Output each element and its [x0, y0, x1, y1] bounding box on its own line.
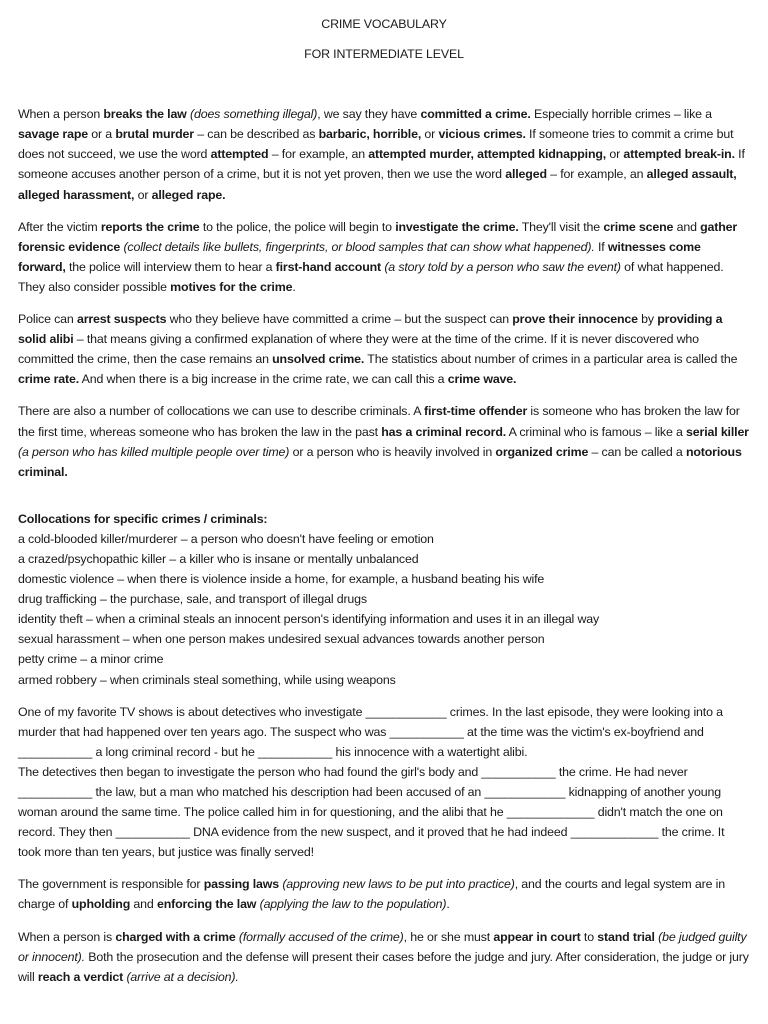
- text-run: to the police, the police will begin to: [199, 219, 396, 234]
- intro-paragraph: [18, 104, 750, 204]
- text-run: and: [130, 897, 157, 912]
- text-run: – that means giving a confirmed explanation of where they were at the time of the crime. If it is never discovered who committed the crime, then the case remains an: [18, 332, 699, 367]
- bold-term: attempted: [210, 147, 269, 162]
- bold-term: notorious criminal.: [18, 444, 742, 479]
- text-run: , and the courts and legal system are in charge of: [18, 877, 725, 912]
- text-run: When a person: [18, 107, 104, 122]
- bold-term: providing a solid alibi: [18, 312, 723, 347]
- list-item: identity theft – when a criminal steals an innocent person's identifying information and uses it in an illegal way: [18, 612, 600, 627]
- criminals-paragraph: [18, 401, 750, 481]
- bold-term: vicious crimes.: [438, 127, 526, 142]
- bold-term: attempted break-in.: [623, 147, 735, 162]
- italic-definition: (does something illegal): [189, 107, 318, 122]
- list-item: domestic violence – when there is violence inside a home, for example, a husband beating his wife: [18, 572, 545, 587]
- text-run: is someone who has broken the law for the first time, whereas someone who has broken the law in the past: [18, 404, 740, 439]
- bold-term: brutal murder: [115, 127, 194, 142]
- italic-definition: (be judged guilty or innocent).: [18, 929, 747, 964]
- bold-term: first-time offender: [423, 404, 528, 419]
- bold-term: organized crime: [495, 444, 589, 459]
- text-run: who they believe have committed a crime – but the suspect can: [166, 312, 513, 327]
- bold-term: arrest suspects: [76, 312, 167, 327]
- collocations-list: [18, 529, 750, 690]
- text-run: After the victim: [18, 219, 101, 234]
- italic-definition: (arrive at a decision).: [126, 969, 239, 984]
- list-item: drug trafficking – the purchase, sale, and transport of illegal drugs: [18, 592, 367, 607]
- bold-term: serial killer: [686, 424, 749, 439]
- bold-term: alleged rape.: [151, 187, 226, 202]
- document-subtitle: FOR INTERMEDIATE LEVEL: [304, 47, 464, 62]
- bold-term: barbaric, horrible,: [318, 127, 422, 142]
- investigation-paragraph: [18, 217, 750, 297]
- text-run: – can be called a: [588, 444, 686, 459]
- text-run: Police can: [18, 312, 77, 327]
- bold-term: charged with a crime: [115, 929, 236, 944]
- text-run: A criminal who is famous – like a: [506, 424, 687, 439]
- text-run: .: [292, 279, 296, 294]
- text-run: .: [446, 897, 450, 912]
- text-run: or a person who is heavily involved in: [289, 444, 496, 459]
- list-item: petty crime – a minor crime: [18, 652, 164, 667]
- italic-definition: (collect details like bullets, fingerprints, or blood samples that can show what happened).: [123, 239, 595, 254]
- bold-term: gather forensic evidence: [18, 219, 738, 254]
- bold-term: attempted murder, attempted kidnapping,: [368, 147, 607, 162]
- text-run: Both the prosecution and the defense will present their cases before the judge and jury. After consideration, the judge or jury will: [18, 949, 749, 984]
- text-run: and: [673, 219, 701, 234]
- text-run: Especially horrible crimes – like a: [530, 107, 712, 122]
- text-run: by: [637, 312, 658, 327]
- list-item: a cold-blooded killer/murderer – a person who doesn't have feeling or emotion: [18, 531, 434, 546]
- text-run: They'll visit the: [518, 219, 604, 234]
- text-run: to: [580, 929, 598, 944]
- bold-term: appear in court: [493, 929, 581, 944]
- text-run: , we say they have: [317, 107, 421, 122]
- bold-term: savage rape: [18, 127, 88, 142]
- list-item: sexual harassment – when one person makes undesired sexual advances towards another person: [18, 632, 545, 647]
- bold-term: reach a verdict: [37, 969, 124, 984]
- document-page: [18, 14, 750, 999]
- text-run: , he or she must: [403, 929, 494, 944]
- italic-definition: (a story told by a person who saw the event): [384, 259, 621, 274]
- bold-term: enforcing the law: [156, 897, 257, 912]
- bold-term: first-hand account: [275, 259, 382, 274]
- text-run: The government is responsible for: [18, 877, 204, 892]
- bold-term: upholding: [71, 897, 131, 912]
- exercise-paragraph-2: The detectives then began to investigate the person who had found the girl's body and ___________ the crime. He had never ___________ the law, but a man who matched his description had been accused of an ____________ kidnapping of another young woman around the same time. The police called him in for questioning, and the alibi that he _____________ didn't match the one on record. They then ___________ DNA evidence from the new suspect, and it proved that he had indeed _____________ the crime. It took more than ten years, but justice was finally served!: [18, 764, 725, 860]
- bold-term: motives for the crime: [170, 279, 293, 294]
- text-run: And when there is a big increase in the crime rate, we can call this a: [79, 372, 448, 387]
- text-run: the police will interview them to hear a: [65, 259, 276, 274]
- bold-term: crime wave.: [447, 372, 517, 387]
- document-title: CRIME VOCABULARY: [321, 17, 447, 31]
- trial-paragraph: [18, 927, 750, 987]
- bold-term: stand trial: [597, 929, 655, 944]
- italic-definition: (applying the law to the population): [259, 897, 447, 912]
- exercise-text: [18, 702, 750, 863]
- exercise-paragraph-1: One of my favorite TV shows is about detectives who investigate ____________ crimes. In the last episode, they were looking into a murder that had happened over ten years ago. The suspect who was ___________ at the time was the victim's ex-boyfriend and ___________ a long criminal record - but he ___________ his innocence with a watertight alibi.: [18, 704, 723, 759]
- bold-term: passing laws: [203, 877, 280, 892]
- bold-term: reports the crime: [100, 219, 200, 234]
- text-run: If someone tries to commit a crime but does not succeed, we use the word: [18, 127, 734, 162]
- text-run: or: [421, 127, 439, 142]
- bold-term: committed a crime.: [420, 107, 531, 122]
- arrest-paragraph: [18, 309, 750, 389]
- list-item: a crazed/psychopathic killer – a killer who is insane or mentally unbalanced: [18, 551, 419, 566]
- text-run: If someone accuses another person of a crime, but it is not yet proven, then we use the word: [18, 147, 745, 182]
- collocations-heading: Collocations for specific crimes / criminals:: [18, 511, 268, 526]
- text-run: The statistics about number of crimes in a particular area is called the: [364, 352, 738, 367]
- bold-term: alleged assault, alleged harassment,: [18, 167, 737, 202]
- text-run: – for example, an: [546, 167, 647, 182]
- text-run: or a: [88, 127, 116, 142]
- text-run: of what happened. They also consider possible: [18, 259, 724, 294]
- text-run: – for example, an: [268, 147, 369, 162]
- text-run: or: [134, 187, 152, 202]
- text-run: If: [594, 239, 608, 254]
- laws-paragraph: [18, 874, 750, 914]
- bold-term: has a criminal record.: [381, 424, 507, 439]
- bold-term: crime scene: [603, 219, 674, 234]
- text-run: There are also a number of collocations we can use to describe criminals. A: [18, 404, 424, 419]
- text-run: – can be described as: [193, 127, 319, 142]
- bold-term: prove their innocence: [512, 312, 638, 327]
- bold-term: witnesses come forward,: [18, 239, 701, 274]
- italic-definition: (formally accused of the crime): [238, 929, 404, 944]
- list-item: armed robbery – when criminals steal something, while using weapons: [18, 672, 396, 687]
- italic-definition: (approving new laws to be put into practice): [282, 877, 515, 892]
- bold-term: alleged: [505, 167, 547, 182]
- bold-term: unsolved crime.: [272, 352, 365, 367]
- text-run: When a person is: [18, 929, 116, 944]
- text-run: or: [606, 147, 624, 162]
- bold-term: investigate the crime.: [395, 219, 519, 234]
- bold-term: crime rate.: [18, 372, 80, 387]
- italic-definition: (a person who has killed multiple people over time): [18, 444, 290, 459]
- bold-term: breaks the law: [103, 107, 187, 122]
